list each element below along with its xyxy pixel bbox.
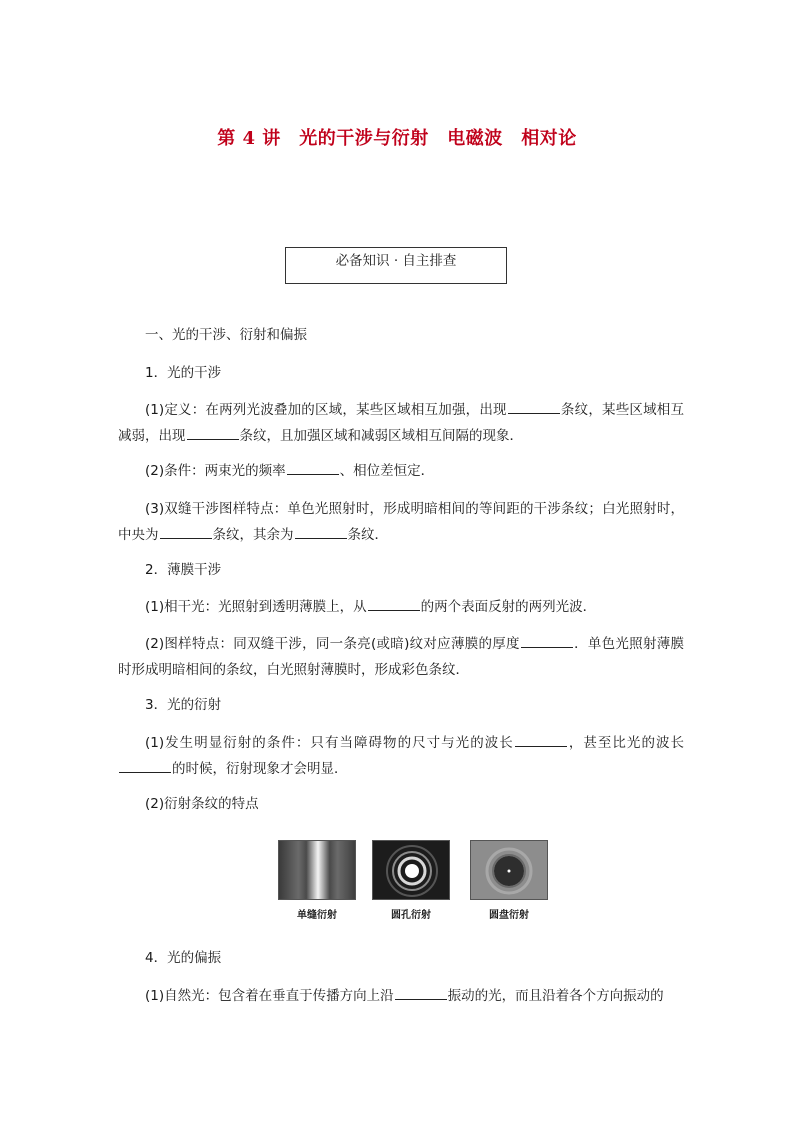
paragraph-double-slit: (3)双缝干涉图样特点：单色光照射时，形成明暗相间的等间距的干涉条纹；白光照射时，中央为 条纹，其余为 条纹． <box>118 501 684 543</box>
part-heading: 一、光的干涉、衍射和偏振 <box>145 327 307 343</box>
section-box: 必备知识 · 自主排查 <box>285 247 507 284</box>
blank <box>395 983 447 1000</box>
circular-hole-image <box>372 840 450 900</box>
caption-single-slit: 单缝衍射 <box>297 910 337 921</box>
blank <box>160 522 212 539</box>
diffraction-figures <box>278 840 546 932</box>
blank <box>295 522 347 539</box>
caption-circular-hole: 圆孔衍射 <box>391 910 431 921</box>
section-heading-thin-film: 2．薄膜干涉 <box>145 562 222 578</box>
blank <box>119 756 171 773</box>
blank <box>515 730 567 747</box>
single-slit-image <box>278 840 356 900</box>
circular-disk-image <box>470 840 548 900</box>
section-heading-polarization: 4．光的偏振 <box>145 950 222 966</box>
blank <box>187 423 239 440</box>
paragraph-diffraction-features: (2)衍射条纹的特点 <box>145 796 259 812</box>
section-heading-diffraction: 3．光的衍射 <box>145 697 222 713</box>
paragraph-definition: (1)定义：在两列光波叠加的区域，某些区域相互加强，出现 条纹，某些区域相互减弱，出现 条纹，且加强区域和减弱区域相互间隔的现象． <box>118 397 684 449</box>
page-title: 第 4 讲 光的干涉与衍射 电磁波 相对论 <box>217 128 577 149</box>
caption-circular-disk: 圆盘衍射 <box>489 910 529 921</box>
blank <box>521 631 573 648</box>
paragraph-natural-light: (1)自然光：包含着在垂直于传播方向上沿 振动的光，而且沿着各个方向振动的 <box>118 983 684 1009</box>
paragraph-condition: (2)条件：两束光的频率 、相位差恒定． <box>118 458 684 484</box>
blank <box>508 397 560 414</box>
paragraph-coherent-light: (1)相干光：光照射到透明薄膜上，从 的两个表面反射的两列光波． <box>118 594 684 620</box>
blank <box>368 594 420 611</box>
section-heading-interference: 1．光的干涉 <box>145 365 222 381</box>
blank <box>287 458 339 475</box>
paragraph-pattern: (2)图样特点：同双缝干涉，同一条亮(或暗)纹对应薄膜的厚度 ．单色光照射薄膜时形成明暗相间的条纹，白光照射薄膜时，形成彩色条纹． <box>118 631 684 683</box>
paragraph-diffraction-condition: (1)发生明显衍射的条件：只有当障碍物的尺寸与光的波长 ，甚至比光的波长的时候，衍射现象才会明显． <box>118 730 684 782</box>
